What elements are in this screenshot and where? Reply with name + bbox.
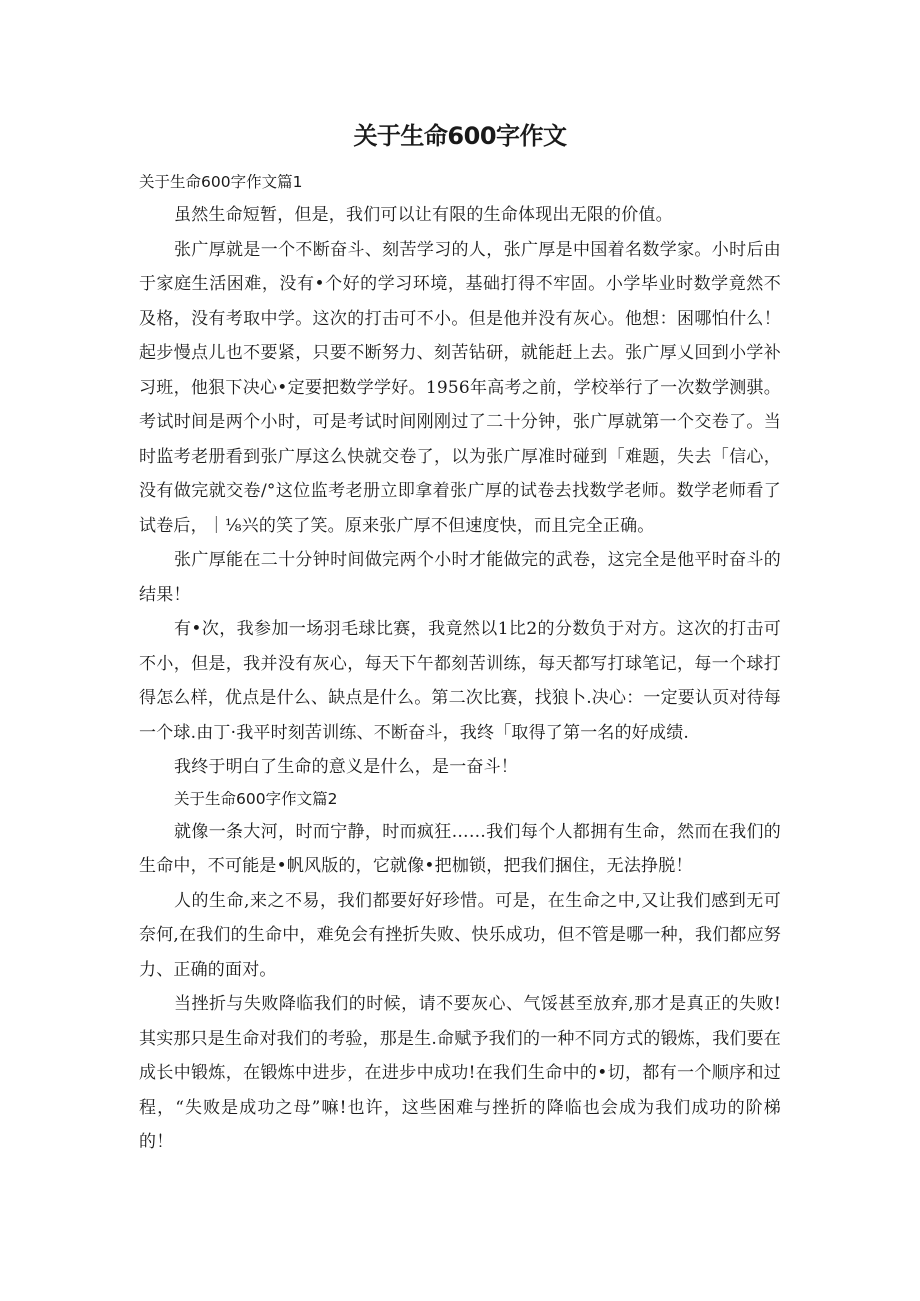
- paragraph: 我终于明白了生命的意义是什么，是一奋斗！: [174, 757, 518, 777]
- document-title: 关于生命600字作文: [353, 122, 567, 150]
- paragraph: 就像一条大河，时而宁静，时而疯狂……我们每个人都拥有生命，然而在我们的生命中，不可能是•帆风版的，它就像•把枷锁，把我们捆住，无法挣脱！: [139, 821, 781, 876]
- paragraph: 张广厚能在二十分钟时间做完两个小时才能做完的武卷，这完全是他平时奋斗的结果！: [139, 550, 781, 605]
- paragraph: 有•次，我参加一场羽毛球比赛，我竟然以1比2的分数负于对方。这次的打击可不小，但是，我并没有灰心，每天下午都刻苦训练，每天都写打球笔记，每一个球打得怎么样，优点是什么、缺点是什么。第二次比赛，找狼卜.决心：一定要认页对待每一个球.由丁·我平时刻苦训练、不断奋斗，我终「取得了第一名的好成绩.: [139, 619, 782, 743]
- paragraph: 虽然生命短暂，但是，我们可以让有限的生命体现出无限的价值。: [174, 205, 673, 225]
- paragraph: 人的生命,来之不易，我们都要好好珍惜。可是，在生命之中,又让我们感到无可奈何,在我们的生命中，难免会有挫折失败、快乐成功，但不管是哪一种，我们都应努力、正确的面对。: [139, 890, 782, 980]
- document-body: [139, 168, 781, 1160]
- paragraph: 当挫折与失败降临我们的时候，请不要灰心、气馁甚至放弃,那才是真正的失败!其实那只是生命对我们的考验，那是生.命赋予我们的一种不同方式的锻炼，我们要在成长中锻炼，在锻炼中进步，在进步中成功!在我们生命中的•切，都有一个顺序和过程，“失败是成功之母”嘛!也许，这些困难与挫折的降临也会成为我们成功的阶梯的！: [139, 994, 782, 1152]
- paragraph: 张广厚就是一个不断奋斗、刻苦学习的人，张广厚是中国着名数学家。小时后由于家庭生活困难，没有•个好的学习环境，基础打得不牢固。小学毕业时数学竟然不及格，没有考取中学。这次的打击可不小。但是他并没有灰心。他想：困哪怕什么！起步慢点儿也不要紧，只要不断努力、刻苦钻研，就能赶上去。张广厚乂回到小学补习班，他狠下决心•定要把数学学好。1956年高考之前，学校举行了一次数学测骐。考试时间是两个小时，可是考试时间刚刚过了二十分钟，张广厚就第一个交卷了。当时监考老册看到张广厚这么快就交卷了，以为张广厚准时碰到「难题，失去「信心，没有做完就交卷/°这位监考老册立即拿着张广厚的试卷去找数学老师。数学老师看了试卷后，｜⅛兴的笑了笑。原来张广厚不但速度快，而且完全正确。: [139, 239, 781, 536]
- section-heading-2: 关于生命600字作文篇2: [174, 789, 338, 808]
- section-heading-1: 关于生命600字作文篇1: [139, 173, 303, 191]
